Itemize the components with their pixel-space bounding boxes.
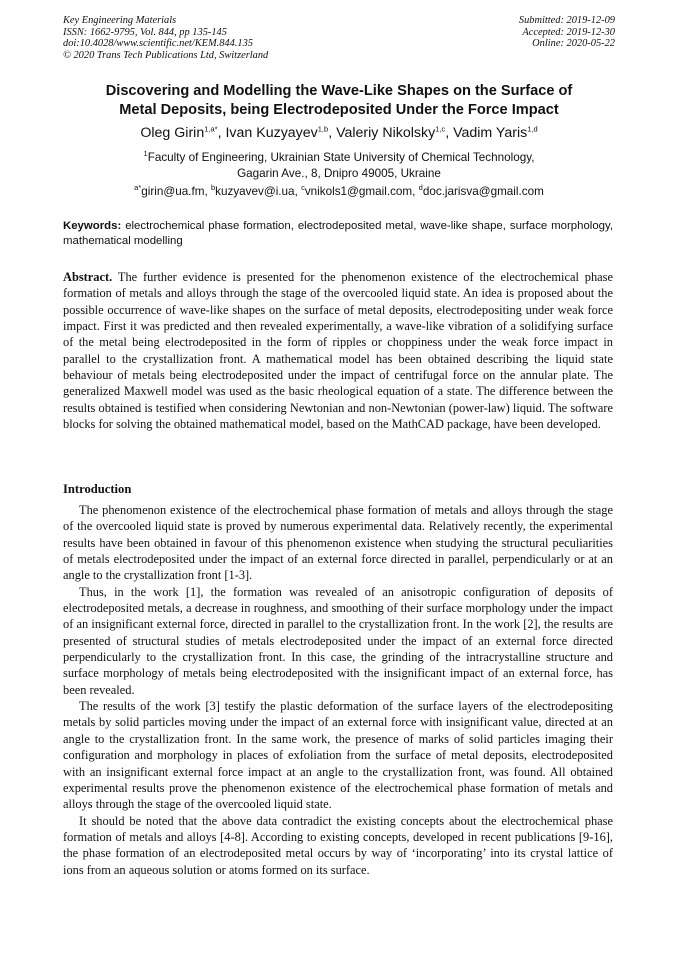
email-separator: , xyxy=(204,185,211,198)
author-separator: , xyxy=(328,125,337,141)
keywords xyxy=(63,219,613,248)
author-separator: , xyxy=(445,125,454,141)
submitted-date: Submitted: 2019-12-09 xyxy=(518,15,615,26)
affiliation-mark: 1 xyxy=(143,149,148,159)
author-list xyxy=(60,124,618,142)
keywords-text: electrochemical phase formation, electrodeposited metal, wave-like shape, surface morphology, mathematical modelling xyxy=(63,220,613,247)
email-address[interactable]: vnikols1@gmail.com xyxy=(304,185,413,198)
accepted-date: Accepted: 2019-12-30 xyxy=(522,26,615,38)
journal-copyright: © 2020 Trans Tech Publications Ltd, Switzerland xyxy=(63,49,269,61)
affiliation-line-2: Gagarin Ave., 8, Dnipro 49005, Ukraine xyxy=(237,167,441,180)
email-mark: a* xyxy=(134,183,142,193)
keywords-label: Keywords: xyxy=(63,220,122,232)
journal-issn: ISSN: 1662-9795, Vol. 844, pp 135-145 xyxy=(63,26,227,38)
journal-name: Key Engineering Materials xyxy=(63,15,177,26)
email-mark: d xyxy=(418,183,423,193)
email-address[interactable]: kuzyavev@i.ua xyxy=(215,185,295,198)
affiliation xyxy=(60,150,618,182)
affiliation-line-1: $^1$Faculty of Engineering, Ukrainian State University of Chemical Technology, xyxy=(143,149,535,164)
author-name: Vadim Yaris xyxy=(453,125,528,141)
author-affiliation-mark: 1,d xyxy=(527,124,538,134)
introduction-body xyxy=(63,502,613,878)
email-address[interactable]: girin@ua.fm xyxy=(141,185,205,198)
journal-info xyxy=(63,15,268,61)
paragraph: The phenomenon existence of the electrochemical phase formation of metals and alloys through the stage of the overcooled liquid state is proved by numerous experimental data. Relatively recently, the experimental results have been obtained in favour of this phenomenon existence when studying the structural peculiarities of metals electrodeposited under the impact of an external force directed in parallel, perpendicularly or at an angle to the crystallization front [1-3]. xyxy=(63,503,613,583)
paragraph: The results of the work [3] testify the plastic deformation of the surface layers of the electrodepositing metals by solid particles moving under the impact of an external force with insignificant value, directed at an angle to the crystallization front. In the same work, the presence of marks of solid particles imaging their configuration and morphology in places of exfoliation from the surface of metal deposits, electrodeposited with an insignificant external force impact at an angle to the crystallization front, was found. All obtained experimental results prove the phenomenon existence of the electrochemical phase formation of metals and alloys through the stage of the overcooled liquid state. xyxy=(63,699,613,812)
author-name: Valeriy Nikolsky xyxy=(336,125,436,141)
paper-title xyxy=(60,82,618,120)
abstract-text: The further evidence is presented for the phenomenon existence of the electrochemical phase formation of metals and alloys through the stage of the overcooled liquid state. An idea is proposed about the possible occurrence of wave-like shapes on the surface of metal deposits, electrodepositing under weak force impact. First it was predicted and then revealed experimentally, a wave-like vibration of a solidifying surface of the metal being electrodeposited in the form of ripples or choppiness under the weak force impact in parallel to the crystallization front. A mathematical model has been obtained describing the liquid state behaviour of metals being electrodeposited under the impact of centrifugal force on the annular plate. The generalized Maxwell model was used as the basic rheological equation of a state. The difference between the results obtained is testified when considering Newtonian and non-Newtonian (power-law) liquid. The software blocks for solving the obtained mathematical model, based on the MathCAD package, have been developed. xyxy=(63,270,613,432)
author-affiliation-mark: 1,c xyxy=(435,124,446,134)
email-mark: b xyxy=(210,183,216,193)
paragraph: Thus, in the work [1], the formation was revealed of an anisotropic configuration of deposits of electrodeposited metals, a decrease in roughness, and smoothing of their surface morphology under the impact of an insignificant external force, directed in parallel to the crystallization front. In the work [2], the results are presented of structural studies of metals electrodeposited under the impact of an external force directed perpendicularly to the crystallization front. In this case, the grinding of the intracrystalline structure and surface morphology of metals being electrodeposited with the insignificant impact of an external force, has been revealed. xyxy=(63,584,613,697)
author-name: Ivan Kuzyayev xyxy=(225,125,318,141)
abstract xyxy=(63,269,613,432)
title-line-2: Metal Deposits, being Electrodeposited Under the Force Impact xyxy=(119,102,559,118)
author-separator: , xyxy=(217,125,226,141)
online-date: Online: 2020-05-22 xyxy=(532,38,615,50)
section-heading-introduction: Introduction xyxy=(63,482,132,496)
author-affiliation-mark: 1,a* xyxy=(204,124,218,134)
author-name: Oleg Girin xyxy=(140,125,205,141)
title-line-1: Discovering and Modelling the Wave-Like Shapes on the Surface of xyxy=(105,83,573,99)
email-mark: c xyxy=(301,183,305,193)
submission-dates xyxy=(519,15,615,50)
email-separator: , xyxy=(294,185,302,198)
email-list xyxy=(60,184,618,200)
email-separator: , xyxy=(412,185,419,198)
email-address[interactable]: doc.jarisva@gmail.com xyxy=(422,185,544,198)
paragraph: It should be noted that the above data contradict the existing concepts about the electrochemical phase formation of metals and alloys [4-8]. According to existing concepts, developed in recent publications [9-16], the phase formation of an electrodeposited metal occurs by way of ‘incorporating’ into its crystal lattice of ions from an aqueous solution or atoms formed on its surface. xyxy=(63,813,613,877)
journal-doi: doi:10.4028/www.scientific.net/KEM.844.135 xyxy=(63,38,253,50)
author-affiliation-mark: 1,b xyxy=(317,124,329,134)
abstract-label: Abstract. xyxy=(63,270,113,284)
